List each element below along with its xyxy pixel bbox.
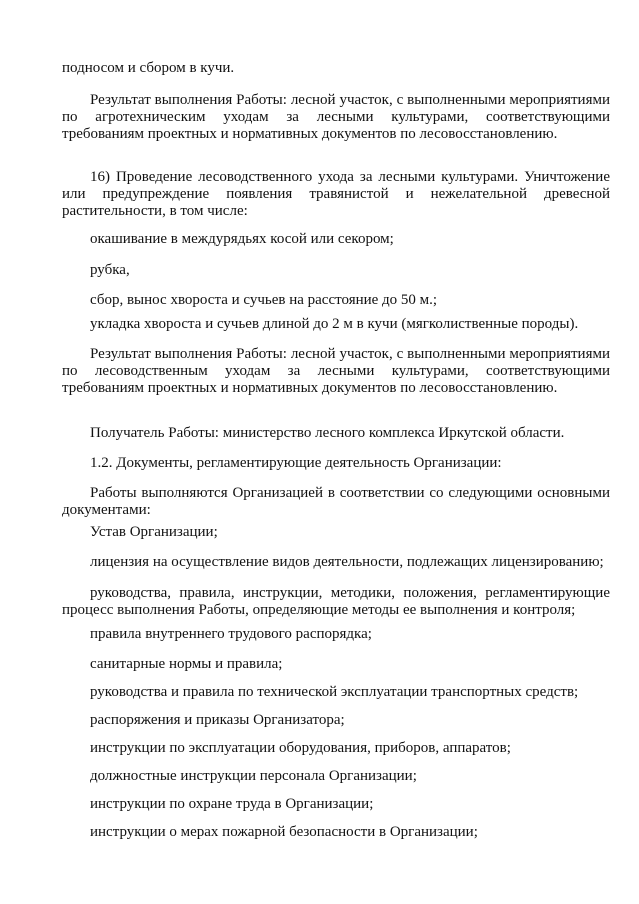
paragraph-8: Результат выполнения Работы: лесной участок, с выполненными мероприятиями по лесоводственным уходам за лесными культурами, соответствующими требованиям проектных и нормативных документов по лесовосстановлению. xyxy=(62,346,610,396)
paragraph-14: руководства, правила, инструкции, методики, положения, регламентирующие процесс выполнения Работы, определяющие методы ее выполнения и контроля; xyxy=(62,585,610,618)
paragraph-16: санитарные нормы и правила; xyxy=(90,656,283,672)
paragraph-9: Получатель Работы: министерство лесного комплекса Иркутской области. xyxy=(90,425,565,441)
paragraph-12: Устав Организации; xyxy=(90,524,218,540)
paragraph-5: рубка, xyxy=(90,262,130,278)
paragraph-15: правила внутреннего трудового распорядка; xyxy=(90,626,372,642)
paragraph-11: Работы выполняются Организацией в соответствии со следующими основными документами: xyxy=(62,485,610,518)
paragraph-6: сбор, вынос хвороста и сучьев на расстояние до 50 м.; xyxy=(90,292,438,308)
paragraph-21: инструкции по охране труда в Организации; xyxy=(90,796,374,812)
paragraph-22: инструкции о мерах пожарной безопасности в Организации; xyxy=(90,824,478,840)
paragraph-19: инструкции по эксплуатации оборудования, приборов, аппаратов; xyxy=(90,740,511,756)
paragraph-1: подносом и сбором в кучи. xyxy=(62,60,235,76)
paragraph-2: Результат выполнения Работы: лесной участок, с выполненными мероприятиями по агротехническим уходам за лесными культурами, соответствующими требованиям проектных и нормативных документов по лесовосстановлению. xyxy=(62,92,610,142)
paragraph-7: укладка хвороста и сучьев длиной до 2 м в кучи (мягколиственные породы). xyxy=(90,316,579,332)
paragraph-18: распоряжения и приказы Организатора; xyxy=(90,712,345,728)
paragraph-4: окашивание в междурядьях косой или секором; xyxy=(90,231,394,247)
paragraph-13: лицензия на осуществление видов деятельности, подлежащих лицензированию; xyxy=(90,554,604,570)
paragraph-20: должностные инструкции персонала Организации; xyxy=(90,768,417,784)
paragraph-17: руководства и правила по технической эксплуатации транспортных средств; xyxy=(90,684,579,700)
paragraph-10: 1.2. Документы, регламентирующие деятельность Организации: xyxy=(90,455,502,471)
paragraph-3: 16) Проведение лесоводственного ухода за лесными культурами. Уничтожение или предупреждение появления травянистой и нежелательной древесной растительности, в том числе: xyxy=(62,169,610,219)
